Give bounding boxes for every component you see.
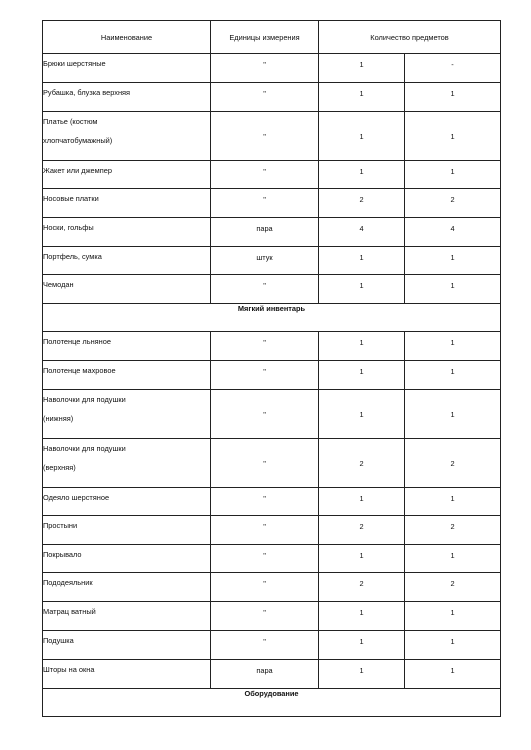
item-qty-2: 2	[405, 573, 501, 602]
item-qty-1: 1	[319, 545, 405, 573]
item-name-line: Полотенце льняное	[43, 337, 111, 346]
item-name-line: Наволочки для подушки	[43, 444, 126, 453]
inventory-table-body	[43, 21, 501, 717]
item-qty-2: 1	[405, 83, 501, 112]
item-name	[43, 516, 211, 545]
item-name	[43, 602, 211, 631]
item-qty-1: 1	[319, 361, 405, 390]
item-name	[43, 545, 211, 573]
item-qty-2: 4	[405, 218, 501, 247]
table-row	[43, 247, 501, 275]
item-qty-1: 1	[319, 332, 405, 361]
item-unit: "	[211, 516, 319, 545]
item-name	[43, 247, 211, 275]
item-unit: "	[211, 545, 319, 573]
item-name-line: Брюки шерстяные	[43, 59, 106, 68]
inventory-table	[42, 20, 501, 717]
item-name-line: Подушка	[43, 636, 74, 645]
table-row	[43, 631, 501, 660]
item-qty-2: 1	[405, 390, 501, 439]
table-row	[43, 332, 501, 361]
table-row	[43, 189, 501, 218]
table-row	[43, 573, 501, 602]
item-qty-1: 4	[319, 218, 405, 247]
item-unit: "	[211, 602, 319, 631]
item-name-line: Пододеяльник	[43, 578, 93, 587]
table-row	[43, 218, 501, 247]
item-unit: пара	[211, 660, 319, 689]
header-unit: Единицы измерения	[211, 21, 319, 54]
table-row	[43, 112, 501, 161]
item-unit: "	[211, 332, 319, 361]
section-row	[43, 304, 501, 332]
item-qty-1: 2	[319, 516, 405, 545]
item-name	[43, 439, 211, 488]
item-name-line: Портфель, сумка	[43, 252, 102, 261]
item-qty-2: 2	[405, 516, 501, 545]
item-unit: "	[211, 189, 319, 218]
item-name-line: Платье (костюм	[43, 117, 98, 126]
item-unit: пара	[211, 218, 319, 247]
item-name-line: (верхняя)	[43, 463, 76, 472]
item-name-line: Простыни	[43, 521, 78, 530]
item-unit: "	[211, 54, 319, 83]
item-qty-2: 1	[405, 332, 501, 361]
item-qty-1: 1	[319, 275, 405, 304]
table-row	[43, 361, 501, 390]
item-name-line: Одеяло шерстяное	[43, 493, 110, 502]
item-name	[43, 275, 211, 304]
header-qty: Количество предметов	[319, 21, 501, 54]
item-unit: "	[211, 275, 319, 304]
item-unit: "	[211, 112, 319, 161]
item-qty-1: 1	[319, 488, 405, 516]
item-unit: "	[211, 390, 319, 439]
item-name-line: хлопчатобумажный)	[43, 136, 113, 145]
item-name	[43, 54, 211, 83]
item-name-line: Шторы на окна	[43, 665, 95, 674]
item-qty-2: 1	[405, 361, 501, 390]
item-qty-2: 1	[405, 161, 501, 189]
item-unit: "	[211, 631, 319, 660]
item-qty-1: 2	[319, 439, 405, 488]
item-name-line: Покрывало	[43, 550, 82, 559]
item-name	[43, 390, 211, 439]
table-row	[43, 83, 501, 112]
item-name	[43, 161, 211, 189]
item-qty-2: 1	[405, 247, 501, 275]
table-row	[43, 161, 501, 189]
item-name	[43, 660, 211, 689]
item-name	[43, 83, 211, 112]
item-name-line: Жакет или джемпер	[43, 166, 112, 175]
item-name	[43, 361, 211, 390]
item-qty-2: 2	[405, 439, 501, 488]
item-name-line: Чемодан	[43, 280, 74, 289]
item-name	[43, 218, 211, 247]
item-qty-1: 1	[319, 660, 405, 689]
item-name	[43, 189, 211, 218]
item-name-line: (нижняя)	[43, 414, 74, 423]
item-name	[43, 332, 211, 361]
item-unit: "	[211, 361, 319, 390]
item-qty-2: 1	[405, 488, 501, 516]
item-qty-2: 1	[405, 631, 501, 660]
item-name-line: Рубашка, блузка верхняя	[43, 88, 131, 97]
table-row	[43, 439, 501, 488]
item-qty-2: -	[405, 54, 501, 83]
section-title: Мягкий инвентарь	[43, 304, 501, 332]
header-row	[43, 21, 501, 54]
section-row	[43, 689, 501, 717]
table-row	[43, 545, 501, 573]
header-name: Наименование	[43, 21, 211, 54]
item-qty-1: 1	[319, 54, 405, 83]
item-unit: "	[211, 439, 319, 488]
item-qty-1: 2	[319, 573, 405, 602]
item-unit: "	[211, 573, 319, 602]
table-row	[43, 54, 501, 83]
item-unit: штук	[211, 247, 319, 275]
item-name-line: Носки, гольфы	[43, 223, 94, 232]
item-qty-1: 2	[319, 189, 405, 218]
table-row	[43, 602, 501, 631]
item-qty-1: 1	[319, 247, 405, 275]
item-qty-1: 1	[319, 83, 405, 112]
item-unit: "	[211, 488, 319, 516]
item-qty-1: 1	[319, 390, 405, 439]
item-name-line: Носовые платки	[43, 194, 99, 203]
item-unit: "	[211, 83, 319, 112]
item-qty-2: 1	[405, 602, 501, 631]
item-qty-1: 1	[319, 112, 405, 161]
item-qty-1: 1	[319, 631, 405, 660]
item-qty-2: 1	[405, 660, 501, 689]
table-row	[43, 390, 501, 439]
item-qty-1: 1	[319, 161, 405, 189]
item-name	[43, 112, 211, 161]
item-name	[43, 631, 211, 660]
item-name	[43, 573, 211, 602]
item-qty-2: 1	[405, 112, 501, 161]
table-row	[43, 488, 501, 516]
table-row	[43, 516, 501, 545]
item-qty-1: 1	[319, 602, 405, 631]
item-name-line: Наволочки для подушки	[43, 395, 126, 404]
item-name-line: Матрац ватный	[43, 607, 96, 616]
item-unit: "	[211, 161, 319, 189]
item-qty-2: 1	[405, 275, 501, 304]
section-title: Оборудование	[43, 689, 501, 717]
item-qty-2: 2	[405, 189, 501, 218]
item-name	[43, 488, 211, 516]
item-name-line: Полотенце махровое	[43, 366, 116, 375]
table-row	[43, 660, 501, 689]
table-row	[43, 275, 501, 304]
item-qty-2: 1	[405, 545, 501, 573]
